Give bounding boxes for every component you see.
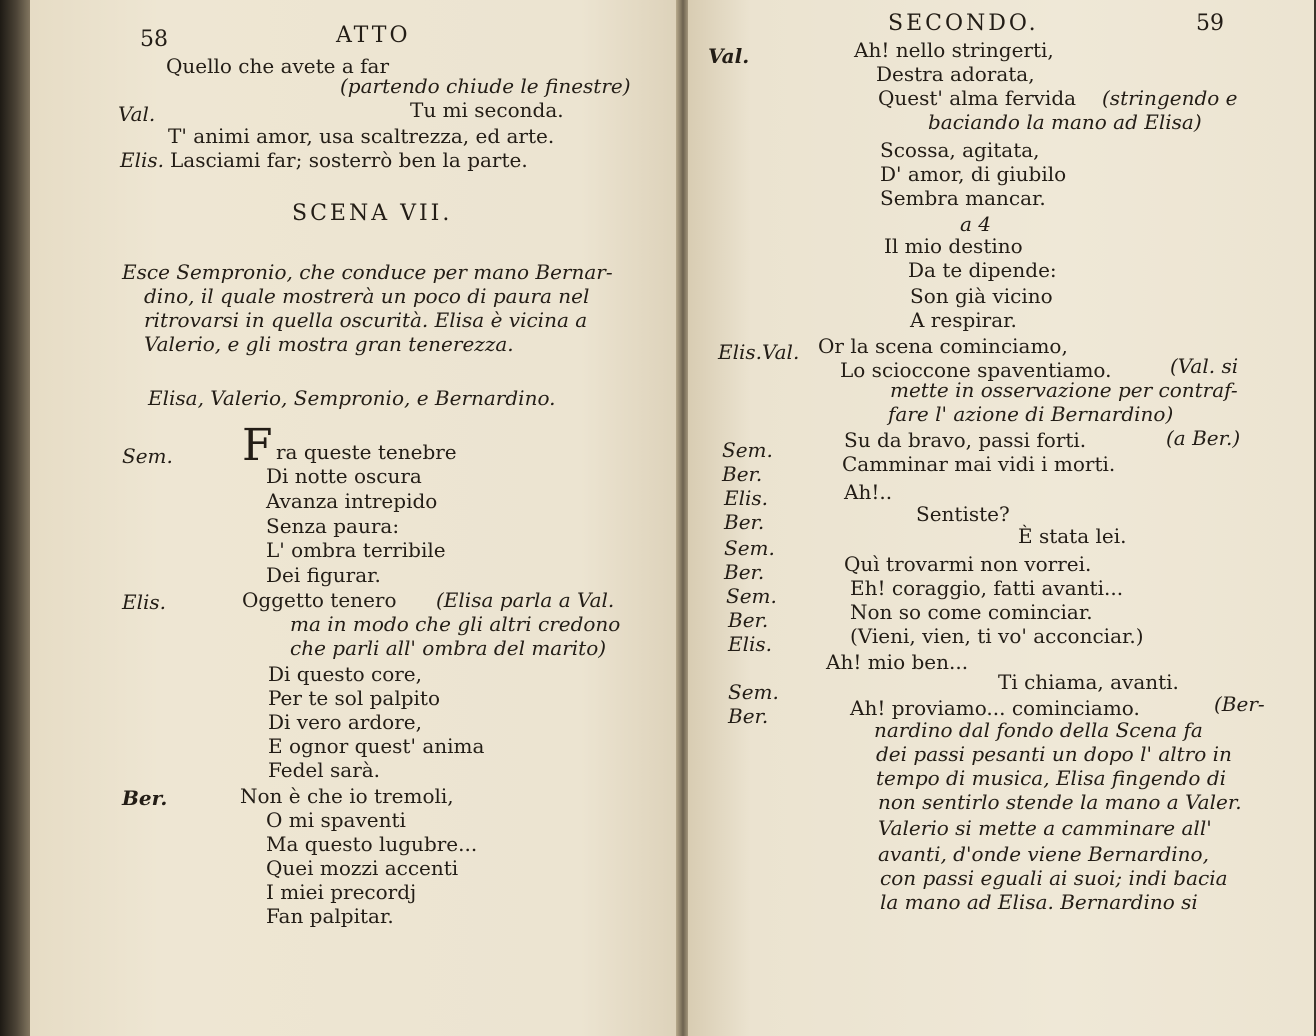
speaker-label: Ber.	[728, 608, 769, 632]
running-head-left: ATTO	[336, 23, 411, 48]
scene-heading: SCENA VII.	[292, 201, 453, 226]
verse-line: Destra adorata,	[876, 62, 1035, 86]
dialogue-line: È stata lei.	[1018, 524, 1127, 548]
verse-line: Quest' alma fervida	[878, 86, 1077, 110]
speaker-label: Sem.	[726, 584, 777, 608]
book-edge	[0, 0, 32, 1036]
dialogue-line: Eh! coraggio, fatti avanti...	[850, 576, 1124, 600]
speaker-label: Val.	[708, 44, 750, 68]
stage-direction-line: nardino dal fondo della Scena fa	[874, 718, 1203, 742]
verse-line: Or la scena cominciamo,	[818, 334, 1068, 358]
running-head-right: SECONDO.	[888, 11, 1039, 36]
stage-direction-line: avanti, d'onde viene Bernardino,	[878, 842, 1209, 866]
dialogue-line: Ti chiama, avanti.	[998, 670, 1179, 694]
stage-direction: (Val. si	[1170, 354, 1239, 378]
verse-line: Scossa, agitata,	[880, 138, 1040, 162]
dialogue-line: Ah! mio ben...	[826, 650, 969, 674]
stage-direction: baciando la mano ad Elisa)	[928, 110, 1202, 134]
verse-line: L' ombra terribile	[266, 538, 446, 562]
verse-line: Fedel sarà.	[268, 758, 381, 782]
speaker-label: Ber.	[722, 462, 763, 486]
speaker-label: Sem.	[722, 438, 773, 462]
dialogue-line: Non so come cominciar.	[850, 600, 1093, 624]
stage-direction-line: tempo di musica, Elisa fingendo di	[876, 766, 1227, 790]
verse-line: Da te dipende:	[908, 258, 1057, 282]
verse-line: E ognor quest' anima	[268, 734, 485, 758]
verse-line: Non è che io tremoli,	[240, 784, 454, 808]
speaker-label: Elis.Val.	[718, 340, 800, 364]
verse-line: Dei figurar.	[266, 563, 381, 587]
speaker-label: Sem.	[122, 444, 173, 468]
characters-line: Elisa, Valerio, Sempronio, e Bernardino.	[148, 386, 556, 410]
stage-direction-line: non sentirlo stende la mano a Valer.	[878, 790, 1242, 814]
verse-line: Son già vicino	[910, 284, 1053, 308]
verse-line: Il mio destino	[884, 234, 1023, 258]
verse-line: Quei mozzi accenti	[266, 856, 459, 880]
verse-line: Sembra mancar.	[880, 186, 1046, 210]
verse-line: D' amor, di giubilo	[880, 162, 1067, 186]
speaker-label: Elis.	[122, 590, 167, 614]
speaker-label: Ber.	[122, 786, 168, 810]
verse-line: Lasciami far; sosterrò ben la parte.	[170, 148, 528, 172]
dialogue-line: (Vieni, vien, ti vo' acconciar.)	[850, 624, 1144, 648]
verse-line: ra queste tenebre	[276, 440, 457, 464]
stage-direction: fare l' azione di Bernardino)	[888, 402, 1174, 426]
verse-line: Oggetto tenero	[242, 588, 397, 612]
speaker-label: Val.	[118, 102, 156, 126]
ensemble-marking: a 4	[960, 212, 992, 236]
stage-direction: (Ber-	[1214, 692, 1265, 716]
verse-line: A respirar.	[910, 308, 1017, 332]
verse-line: T' animi amor, usa scaltrezza, ed arte.	[168, 124, 555, 148]
verse-line: Senza paura:	[266, 514, 400, 538]
speaker-label: Ber.	[724, 510, 765, 534]
stage-direction: (a Ber.)	[1166, 426, 1241, 450]
speaker-label: Ber.	[724, 560, 765, 584]
verse-line: Ma questo lugubre...	[266, 832, 478, 856]
stage-direction-line: con passi eguali ai suoi; indi bacia	[880, 866, 1228, 890]
dialogue-line: Su da bravo, passi forti.	[844, 428, 1087, 452]
dialogue-line: Ah!..	[844, 480, 893, 504]
speaker-label: Ber.	[728, 704, 769, 728]
stage-direction-line: ma in modo che gli altri credono	[290, 612, 621, 636]
speaker-label: Sem.	[728, 680, 779, 704]
stage-direction-line: (Elisa parla a Val.	[436, 588, 615, 612]
verse-line: Di vero ardore,	[268, 710, 422, 734]
stage-direction-line: ritrovarsi in quella oscurità. Elisa è vicina a	[144, 308, 588, 332]
stage-direction-line: la mano ad Elisa. Bernardino si	[880, 890, 1198, 914]
page-number-right: 59	[1196, 11, 1224, 36]
stage-direction-line: Esce Sempronio, che conduce per mano Bernar-	[122, 260, 613, 284]
stage-direction-line: che parli all' ombra del marito)	[290, 636, 607, 660]
stage-direction-line: Valerio, e gli mostra gran tenerezza.	[144, 332, 514, 356]
speaker-label: Elis.	[728, 632, 773, 656]
stage-direction-line: dei passi pesanti un dopo l' altro in	[876, 742, 1232, 766]
verse-line: O mi spaventi	[266, 808, 406, 832]
verse-line: Lo scioccone spaventiamo.	[840, 358, 1112, 382]
stage-direction: mette in osservazione per contraf-	[890, 378, 1238, 402]
verse-line: Avanza intrepido	[266, 489, 438, 513]
speaker-label: Elis.	[724, 486, 769, 510]
stage-direction-line: dino, il quale mostrerà un poco di paura nel	[144, 284, 590, 308]
verse-line: Ah! nello stringerti,	[854, 38, 1054, 62]
verse-line: Tu mi seconda.	[410, 98, 564, 122]
verse-line: Quello che avete a far	[166, 54, 390, 78]
dialogue-line: Ah! proviamo... cominciamo.	[850, 696, 1140, 720]
dialogue-line: Sentiste?	[916, 502, 1010, 526]
verse-line: Per te sol palpito	[268, 686, 441, 710]
dialogue-line: Camminar mai vidi i morti.	[842, 452, 1116, 476]
stage-direction: (stringendo e	[1102, 86, 1238, 110]
verse-line: Di notte oscura	[266, 464, 422, 488]
speaker-label: Sem.	[724, 536, 775, 560]
speaker-label: Elis.	[120, 148, 165, 172]
stage-direction: (partendo chiude le finestre)	[340, 74, 631, 98]
page-number-left: 58	[140, 27, 168, 52]
verse-line: I miei precordj	[266, 880, 417, 904]
left-page	[30, 0, 678, 1036]
verse-line: Di questo core,	[268, 662, 423, 686]
right-page	[688, 0, 1314, 1036]
drop-cap: F	[242, 420, 273, 471]
stage-direction-line: Valerio si mette a camminare all'	[878, 816, 1212, 840]
dialogue-line: Quì trovarmi non vorrei.	[844, 552, 1092, 576]
verse-line: Fan palpitar.	[266, 904, 394, 928]
